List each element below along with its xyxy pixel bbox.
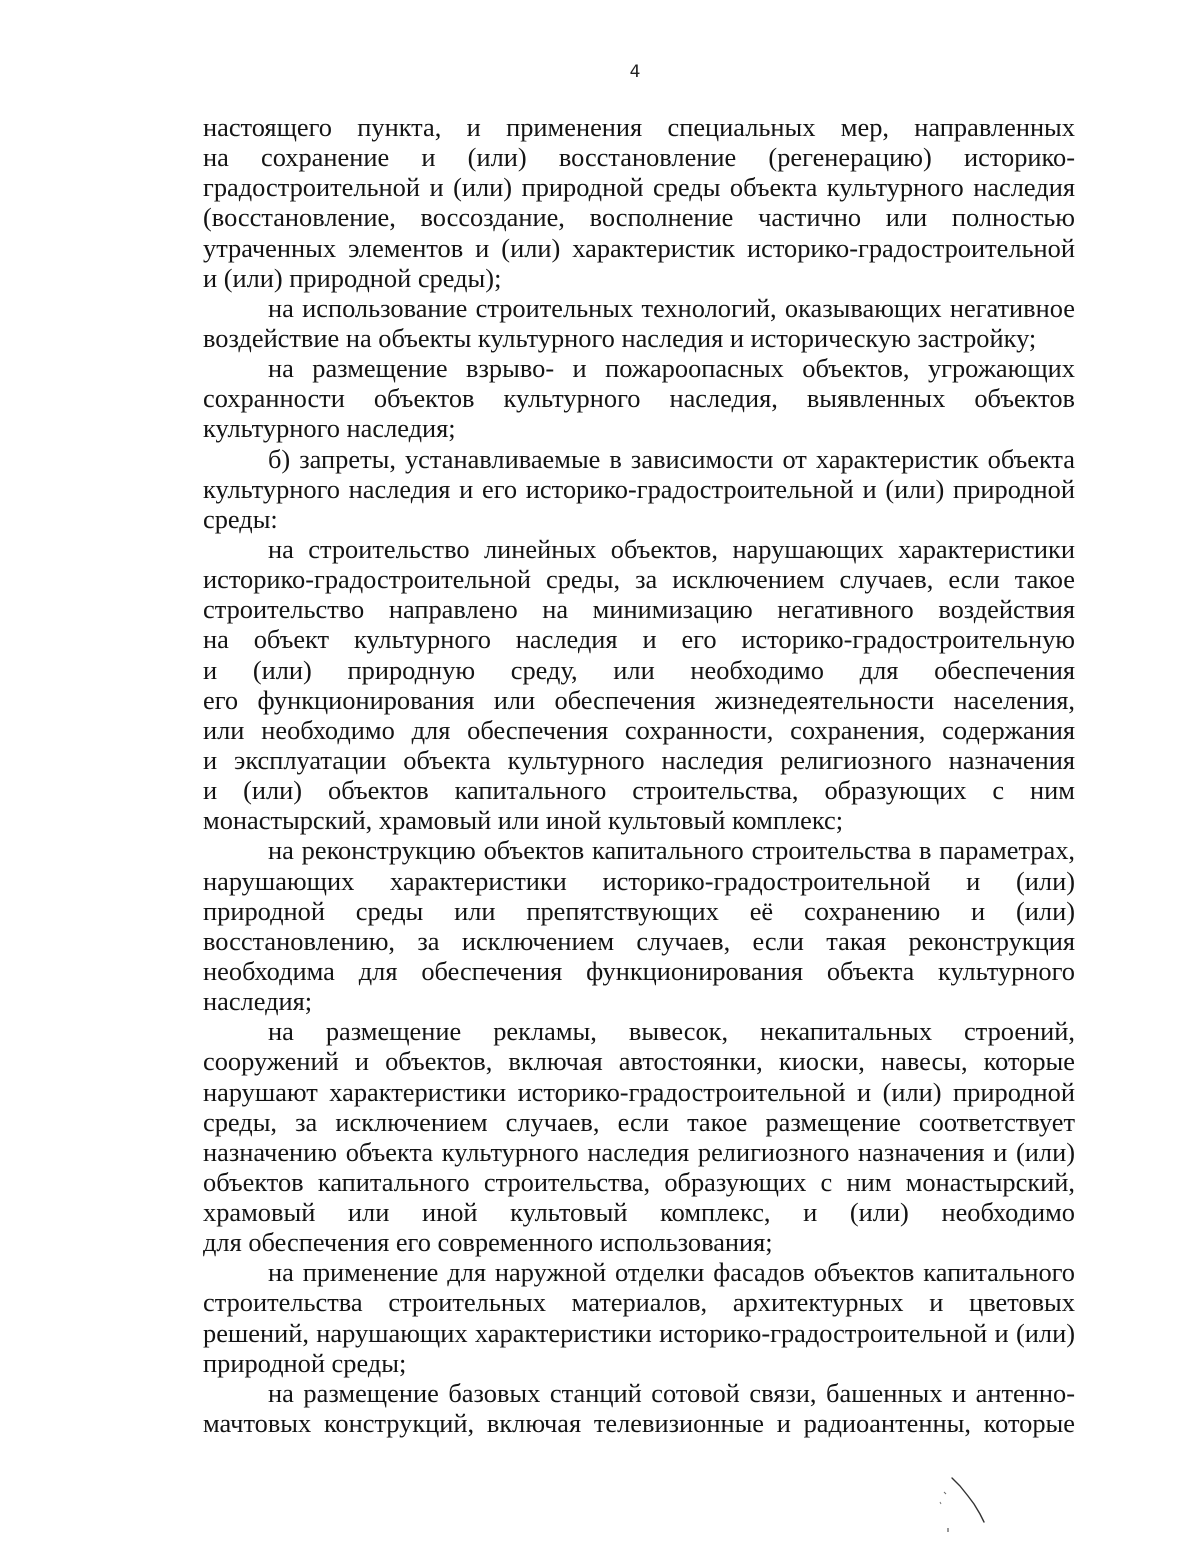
text-line: на размещение базовых станций сотовой связи, башенных и антенно- xyxy=(268,1377,1075,1408)
document-body xyxy=(203,112,1075,1438)
text-line: объектов капитального строительства, образующих с ним монастырский, xyxy=(203,1166,1075,1197)
text-line: сооружений и объектов, включая автостоянки, киоски, навесы, которые xyxy=(203,1046,1075,1077)
text-line: историко-градостроительной среды, за исключением случаев, если такое xyxy=(203,564,1075,595)
text-line: природной среды или препятствующих её сохранению и (или) xyxy=(203,895,1075,926)
text-line: его функционирования или обеспечения жизнедеятельности населения, xyxy=(203,684,1075,715)
text-line: необходима для обеспечения функционирования объекта культурного xyxy=(203,955,1075,986)
text-line: и эксплуатации объекта культурного наследия религиозного назначения xyxy=(203,744,1075,775)
text-line: на размещение рекламы, вывесок, некапитальных строений, xyxy=(268,1016,1075,1047)
paragraph-p8 xyxy=(203,1257,1075,1378)
text-line: культурного наследия; xyxy=(203,413,456,444)
text-line: и (или) природную среду, или необходимо для обеспечения xyxy=(203,654,1075,685)
text-line: или необходимо для обеспечения сохранности, сохранения, содержания xyxy=(203,714,1075,745)
text-line: на использование строительных технологий, оказывающих негативное xyxy=(268,292,1075,323)
text-line: на размещение взрыво- и пожароопасных объектов, угрожающих xyxy=(268,353,1075,384)
paragraph-p1 xyxy=(203,112,1075,293)
text-line: для обеспечения его современного использования; xyxy=(203,1227,773,1258)
text-line: строительства строительных материалов, архитектурных и цветовых xyxy=(203,1287,1075,1318)
text-line: утраченных элементов и (или) характеристик историко-градостроительной xyxy=(203,232,1075,263)
paragraph-p3 xyxy=(203,353,1075,443)
text-line: на строительство линейных объектов, нарушающих характеристики xyxy=(268,533,1075,564)
text-line: градостроительной и (или) природной среды объекта культурного наследия xyxy=(203,172,1075,203)
text-line: на сохранение и (или) восстановление (регенерацию) историко- xyxy=(203,142,1075,173)
text-line: среды, за исключением случаев, если такое размещение соответствует xyxy=(203,1106,1075,1137)
text-line: (восстановление, воссоздание, восполнение частично или полностью xyxy=(203,202,1075,233)
paragraph-p9 xyxy=(203,1378,1075,1438)
text-line: наследия; xyxy=(203,986,313,1017)
text-line: воздействие на объекты культурного наследия и историческую застройку; xyxy=(203,322,1037,353)
paragraph-p6 xyxy=(203,835,1075,1016)
pen-mark xyxy=(930,1470,990,1540)
text-line: культурного наследия и его историко-градостроительной и (или) природной xyxy=(203,473,1075,504)
text-line: на применение для наружной отделки фасадов объектов капитального xyxy=(268,1257,1075,1288)
text-line: решений, нарушающих характеристики историко-градостроительной и (или) xyxy=(203,1317,1075,1348)
text-line: нарушающих характеристики историко-градостроительной и (или) xyxy=(203,865,1075,896)
text-line: назначению объекта культурного наследия религиозного назначения и (или) xyxy=(203,1136,1075,1167)
text-line: мачтовых конструкций, включая телевизионные и радиоантенны, которые xyxy=(203,1408,1075,1439)
paragraph-p2 xyxy=(203,293,1075,353)
text-line: б) запреты, устанавливаемые в зависимости от характеристик объекта xyxy=(268,443,1075,474)
text-line: восстановлению, за исключением случаев, если такая реконструкция xyxy=(203,925,1075,956)
text-line: строительство направлено на минимизацию негативного воздействия xyxy=(203,594,1075,625)
text-line: на реконструкцию объектов капитального строительства в параметрах, xyxy=(268,835,1075,866)
paragraph-p4 xyxy=(203,444,1075,534)
text-line: и (или) объектов капитального строительства, образующих с ним xyxy=(203,775,1075,806)
page-number: 4 xyxy=(629,62,641,82)
text-line: среды: xyxy=(203,503,278,534)
text-line: нарушают характеристики историко-градостроительной и (или) природной xyxy=(203,1076,1075,1107)
text-line: настоящего пункта, и применения специальных мер, направленных xyxy=(203,112,1075,142)
text-line: на объект культурного наследия и его историко-градостроительную xyxy=(203,624,1075,655)
text-line: храмовый или иной культовый комплекс, и (или) необходимо xyxy=(203,1197,1075,1228)
text-line: сохранности объектов культурного наследия, выявленных объектов xyxy=(203,383,1075,414)
paragraph-p7 xyxy=(203,1016,1075,1257)
paragraph-p5 xyxy=(203,534,1075,835)
text-line: природной среды; xyxy=(203,1347,407,1378)
text-line: монастырский, храмовый или иной культовый комплекс; xyxy=(203,805,844,836)
text-line: и (или) природной среды); xyxy=(203,262,502,293)
